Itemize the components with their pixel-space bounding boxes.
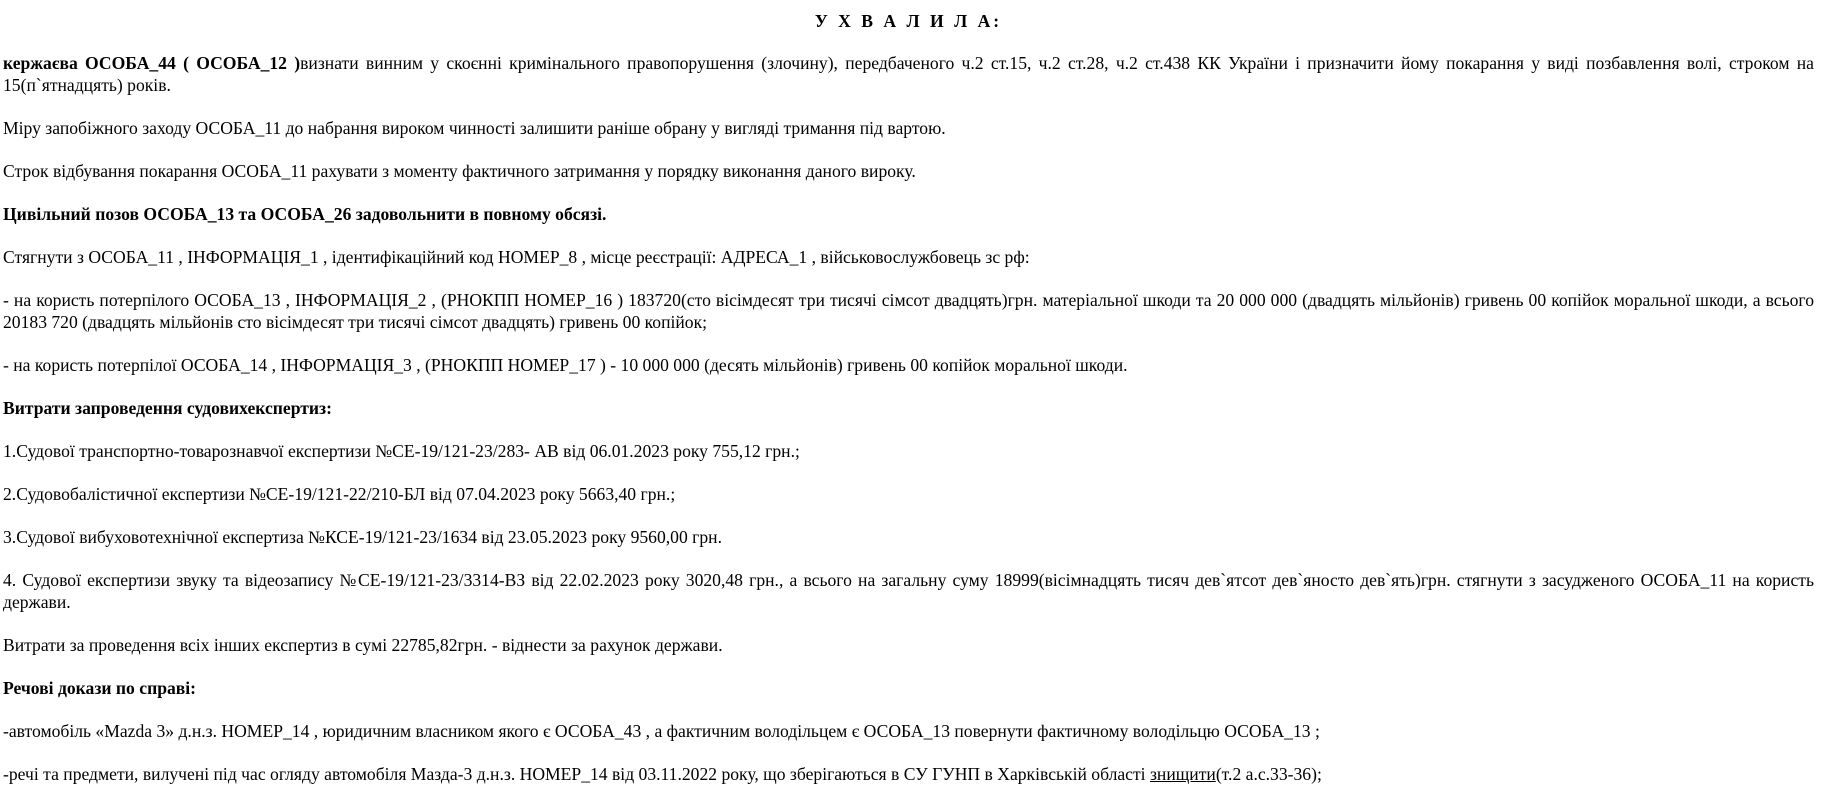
- evidence-items-ref: (т.2 а.с.33-36);: [1215, 764, 1322, 784]
- paragraph-verdict: [3, 52, 1814, 96]
- destroy-word: знищити: [1149, 764, 1216, 784]
- evidence-items-text: -речі та предмети, вилучені під час огляду автомобіля Мазда-3 д.н.з. НОМЕР_14 від 03.11.2022 року, що зберігаються в СУ ГУНП в Харківській області: [3, 764, 1150, 784]
- paragraph-victim-1: - на користь потерпілого ОСОБА_13 , ІНФОРМАЦІЯ_2 , (РНОКПП НОМЕР_16 ) 183720(сто вісімдесят три тисячі сімсот двадцять)грн. матеріальної шкоди та 20 000 000 (двадцять мільйонів) гривень 00 копійок моральної шкоди, а всього 20183 720 (двадцять мільйонів сто вісімдесят три тисячі сімсот двадцять) гривень 00 копійок;: [3, 290, 1814, 332]
- paragraph-evidence-items: [3, 763, 1814, 785]
- ruling-heading: У Х В А Л И Л А:: [814, 11, 1003, 31]
- paragraph-evidence-car: -автомобіль «Mazda 3» д.н.з. НОМЕР_14 , юридичним власником якого є ОСОБА_43 , а фактичним володільцем є ОСОБА_13 повернути фактичному володільцю ОСОБА_13 ;: [3, 721, 1320, 741]
- paragraph-preventive-measure: Міру запобіжного заходу ОСОБА_11 до набрання вироком чинності залишити раніше обрану у вигляді тримання під вартою.: [3, 118, 946, 138]
- paragraph-other-expertise: Витрати за проведення всіх інших експертиз в сумі 22785,82грн. - віднести за рахунок держави.: [3, 635, 723, 655]
- paragraph-expertise-1: 1.Судової транспортно-товарознавчої експертизи №СЕ-19/121-23/283- АВ від 06.01.2023 року 755,12 грн.;: [3, 441, 800, 461]
- paragraph-expertise-costs-heading: Витрати запроведення судовихекспертиз:: [3, 398, 332, 418]
- paragraph-victim-2: - на користь потерпілої ОСОБА_14 , ІНФОРМАЦІЯ_3 , (РНОКПП НОМЕР_17 ) - 10 000 000 (десять мільйонів) гривень 00 копійок моральної шкоди.: [3, 355, 1128, 375]
- paragraph-evidence-heading: Речові докази по справі:: [3, 678, 197, 698]
- defendant-name: кержаєва ОСОБА_44 ( ОСОБА_12 ): [3, 53, 301, 73]
- paragraph-expertise-2: 2.Судовобалістичної експертизи №СЕ-19/121-22/210-БЛ від 07.04.2023 року 5663,40 грн.;: [3, 484, 676, 504]
- paragraph-sentence-term: Строк відбування покарання ОСОБА_11 рахувати з моменту фактичного затримання у порядку виконання даного вироку.: [3, 161, 916, 181]
- paragraph-civil-claim: Цивільний позов ОСОБА_13 та ОСОБА_26 задовольнити в повному обсязі.: [3, 204, 607, 224]
- verdict-text: визнати винним у скоєнні кримінального правопорушення (злочину), передбаченого ч.2 ст.15, ч.2 ст.28, ч.2 ст.438 КК України і призначити йому покарання у виді позбавлення волі, строком на 15(п`ятнадцять) років.: [3, 53, 1814, 95]
- paragraph-expertise-3: 3.Судової вибуховотехнічної експертиза №КСЕ-19/121-23/1634 від 23.05.2023 року 9560,00 грн.: [3, 527, 722, 547]
- paragraph-recover-from: Стягнути з ОСОБА_11 , ІНФОРМАЦІЯ_1 , ідентифікаційний код НОМЕР_8 , місце реєстрації: АДРЕСА_1 , військовослужбовець зс рф:: [3, 247, 1030, 267]
- paragraph-expertise-4: 4. Судової експертизи звуку та відеозапису №СЕ-19/121-23/3314-ВЗ від 22.02.2023 року 3020,48 грн., а всього на загальну суму 18999(вісімнадцять тисяч дев`ятсот дев`яносто дев`ять)грн. стягнути з засудженого ОСОБА_11 на користь держави.: [3, 570, 1814, 612]
